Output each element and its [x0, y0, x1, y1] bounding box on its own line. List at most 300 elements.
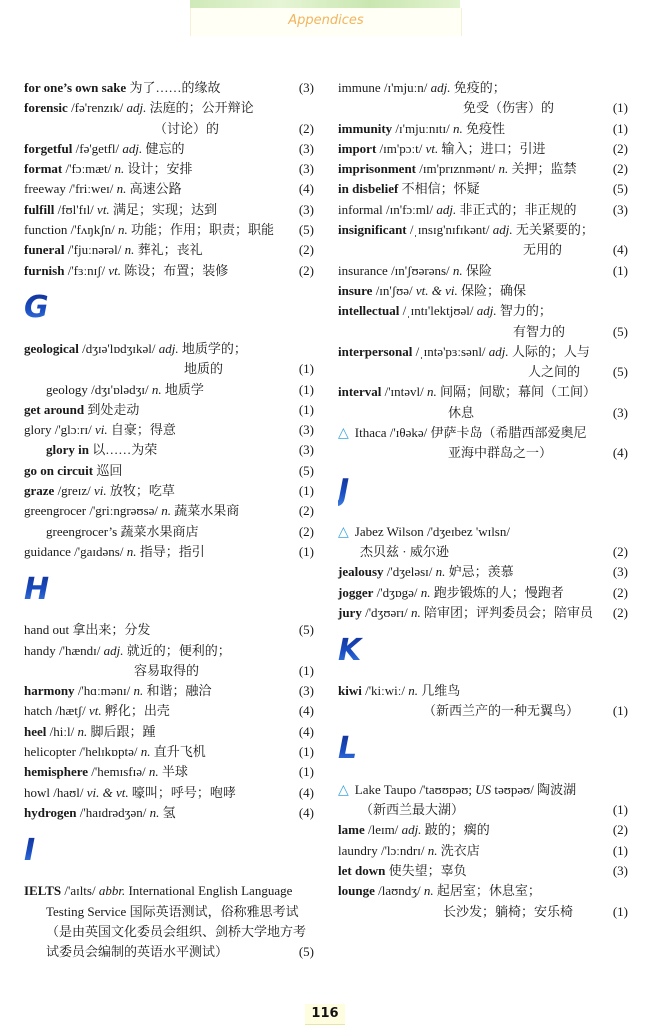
definition-text: 起居室；休息室；: [433, 883, 541, 899]
part-of-speech: adj.: [158, 340, 179, 356]
part-of-speech: n.: [420, 584, 431, 600]
phonetic: /fə'renzɪk/: [67, 100, 127, 116]
headword: Lake Taupo: [354, 781, 417, 797]
header-decoration: [190, 0, 460, 8]
letter-heading-i: I: [24, 829, 314, 871]
part-of-speech: vt.: [108, 262, 122, 278]
unit-number: (2): [612, 822, 628, 838]
dictionary-entry: [338, 583, 628, 603]
dictionary-entry: [24, 681, 314, 701]
dictionary-entry: [24, 339, 314, 359]
page-number: 116: [305, 1004, 345, 1025]
entry-continuation: [24, 922, 314, 942]
unit-number: (4): [298, 703, 314, 719]
dictionary-entry: [24, 641, 314, 661]
headword: jogger: [338, 584, 374, 600]
definition-text: （讨论）的: [154, 120, 220, 136]
unit-number: (1): [612, 100, 628, 116]
unit-number: (1): [298, 483, 314, 499]
definition-text: 蔬菜水果商店: [117, 523, 199, 539]
definition-text: 设计；安排: [124, 161, 193, 177]
dictionary-entry: [24, 139, 314, 159]
definition-text: 长沙发；躺椅；安乐椅: [443, 903, 574, 919]
part-of-speech: n.: [498, 161, 509, 177]
headword: geological: [24, 340, 79, 356]
right-column: [338, 78, 628, 922]
definition-text: 跑步锻炼的人；慢跑者: [430, 584, 564, 600]
unit-number: (2): [298, 120, 314, 136]
dictionary-entry: [24, 159, 314, 179]
unit-number: (3): [298, 201, 314, 217]
definition-text: 功能；作用；职责；职能: [127, 222, 274, 238]
dictionary-entry: [24, 701, 314, 721]
phonetic: /'griːngrəʊsə/: [86, 503, 162, 519]
definition-text: 非正式的；非正规的: [456, 201, 577, 217]
headword: intellectual: [338, 303, 400, 319]
unit-number: (3): [298, 442, 314, 458]
header: [190, 8, 462, 36]
dictionary-entry: [24, 783, 314, 803]
dictionary-entry: [338, 281, 628, 301]
unit-number: (1): [298, 543, 314, 559]
unit-number: (3): [612, 564, 628, 580]
entry-continuation: [338, 701, 628, 721]
headword: greengrocer’s: [46, 523, 118, 539]
definition-text: 无用的: [523, 242, 563, 258]
part-of-speech: n.: [117, 222, 128, 238]
phonetic: /'aɪlts/: [61, 883, 99, 899]
dictionary-entry: [24, 220, 314, 240]
headword: funeral: [24, 242, 65, 258]
phonetic: /'hɑːmənɪ/: [74, 683, 134, 699]
unit-number: (5): [612, 364, 628, 380]
dictionary-entry: [338, 820, 628, 840]
letter-heading-l: L: [338, 728, 628, 770]
entry-group-i2: [338, 78, 628, 464]
definition-text: 输入；进口；引进: [438, 140, 546, 156]
phonetic: /'fɜːnɪʃ/: [64, 262, 109, 278]
dictionary-entry: [24, 179, 314, 199]
letter-heading-j: J: [338, 470, 628, 512]
unit-number: (4): [298, 804, 314, 820]
part-of-speech: adj.: [476, 303, 497, 319]
phonetic: /'kiːwiː/: [361, 683, 409, 699]
definition-text: 和谐；融洽: [143, 683, 212, 699]
definition-text: 直升飞机: [150, 744, 206, 760]
dictionary-entry: [338, 159, 628, 179]
unit-number: (4): [612, 242, 628, 258]
dictionary-entry: [338, 780, 628, 800]
phonetic: /ɪ'mjuːn/: [380, 80, 431, 95]
definition-text: 就近的；便利的；: [123, 642, 231, 658]
definition-text: 地质学的；: [178, 340, 247, 356]
definition-text: 地质的: [184, 361, 224, 377]
part-of-speech: n.: [114, 161, 125, 177]
phonetic: /laʊndʒ/: [374, 883, 424, 899]
unit-number: (2): [612, 543, 628, 559]
part-of-speech: n.: [133, 683, 144, 699]
definition-text: 人际的；人与: [508, 343, 590, 359]
dictionary-entry: [24, 461, 314, 481]
phonetic: /ɪm'prɪznmənt/: [416, 161, 499, 177]
part-of-speech: adj.: [492, 222, 513, 238]
headword: hydrogen: [24, 804, 77, 820]
part-of-speech: n.: [427, 384, 437, 400]
dictionary-entry: [24, 380, 314, 400]
part-of-speech: n.: [116, 181, 127, 197]
unit-number: (5): [612, 323, 628, 339]
headword: handy: [24, 642, 56, 658]
entry-continuation: [24, 902, 314, 922]
definition-text: 放牧；吃草: [106, 483, 175, 499]
entry-continuation: [338, 542, 628, 562]
phonetic: /ˌɪntɪ'lektjʊəl/: [399, 303, 477, 319]
headword: harmony: [24, 683, 75, 699]
definition-text: 氢: [159, 804, 176, 820]
section-title: Appendices: [288, 13, 364, 28]
part-of-speech: vt.: [97, 201, 110, 217]
unit-number: (1): [298, 744, 314, 760]
phonetic: /'helɪkɒptə/: [75, 744, 141, 760]
headword: guidance: [24, 543, 71, 559]
phonetic: /'dʒeɪbez 'wɪlsn/: [423, 523, 510, 539]
part-of-speech: vi. & vt.: [86, 784, 129, 800]
entry-continuation: [338, 322, 628, 342]
unit-number: (2): [298, 503, 314, 519]
definition-text: 无关紧要的；: [512, 222, 594, 238]
unit-number: (2): [298, 523, 314, 539]
phonetic: /hætʃ/: [52, 703, 89, 719]
phonetic: /ɪm'pɔːt/: [376, 140, 426, 156]
phonetic: /'friːweɪ/: [65, 181, 117, 197]
definition-text: 陪审团；评判委员会；陪审员: [420, 604, 594, 620]
headword: greengrocer: [24, 503, 87, 519]
headword: function: [24, 222, 68, 238]
headword: lounge: [338, 883, 375, 899]
headword: glory in: [46, 442, 89, 458]
dictionary-entry: [24, 501, 314, 521]
unit-number: (2): [612, 161, 628, 177]
triangle-marker-icon: △: [338, 524, 349, 540]
dictionary-entry: [24, 420, 314, 440]
entry-continuation: [338, 362, 628, 382]
headword: insurance: [338, 262, 388, 278]
definition-text: International English Language: [125, 883, 293, 899]
dictionary-entry: [338, 179, 628, 199]
dictionary-entry: [338, 382, 628, 402]
definition-text: 亚海中群岛之一）: [448, 445, 553, 461]
phonetic: /ˌɪntə'pɜːsənl/: [412, 343, 489, 359]
definition-text: 保险；确保: [457, 282, 527, 298]
phonetic: /'haɪdrədʒən/: [76, 804, 150, 820]
headword: import: [338, 140, 377, 156]
headword: forgetful: [24, 140, 73, 156]
letter-heading-g: G: [24, 287, 314, 329]
entry-group-i: [24, 881, 314, 962]
unit-number: (1): [298, 764, 314, 780]
definition-text: 洗衣店: [437, 842, 480, 858]
phonetic: /greɪz/: [54, 483, 95, 499]
definition-text: 有智力的: [513, 323, 566, 339]
dictionary-entry: [338, 861, 628, 881]
headword: glory: [24, 422, 52, 438]
dictionary-entry: [24, 98, 314, 118]
part-of-speech: adj.: [126, 100, 147, 116]
unit-number: (5): [298, 622, 314, 638]
unit-number: (3): [298, 683, 314, 699]
definition-text: 伊萨卡岛（希腊西部爱奥尼: [430, 425, 587, 441]
dictionary-entry: [24, 78, 314, 98]
entry-continuation: [338, 403, 628, 423]
part-of-speech: n.: [161, 503, 172, 519]
unit-number: (1): [298, 381, 314, 397]
part-of-speech: vt.: [89, 703, 102, 719]
phonetic: /dʒɪ'ɒlədʒɪ/: [87, 381, 152, 397]
headword: hatch: [24, 703, 53, 719]
dictionary-entry: [338, 562, 628, 582]
phonetic: /'ɪntəvl/: [381, 384, 427, 400]
unit-number: (2): [298, 242, 314, 258]
definition-text: 脚后跟；踵: [87, 723, 156, 739]
unit-number: (4): [298, 784, 314, 800]
definition-text: 休息: [448, 404, 475, 420]
part-of-speech: adj.: [401, 822, 422, 838]
dictionary-entry: [24, 762, 314, 782]
phonetic: /'dʒɒgə/: [373, 584, 421, 600]
entry-continuation: [24, 661, 314, 681]
unit-number: (1): [612, 703, 628, 719]
part-of-speech: n.: [151, 381, 162, 397]
phonetic: /'taʊʊpəʊ;: [416, 781, 476, 797]
part-of-speech: n.: [149, 804, 160, 820]
definition-text: 关押；监禁: [508, 161, 577, 177]
part-of-speech: abbr.: [98, 883, 126, 899]
headword: immune: [338, 80, 381, 95]
definition-text: 到处走动: [84, 401, 140, 417]
definition-text: 免疫的；: [450, 80, 506, 95]
unit-number: (4): [298, 181, 314, 197]
unit-number: (1): [298, 361, 314, 377]
dictionary-entry: [24, 481, 314, 501]
headword: freeway: [24, 181, 66, 197]
headword: informal: [338, 201, 383, 217]
unit-number: (4): [612, 445, 628, 461]
headword: howl: [24, 784, 50, 800]
definition-text: 巡回: [93, 462, 123, 478]
definition-text: （新西兰产的一种无翼鸟）: [423, 703, 580, 719]
phonetic: /'hemɪsfɪə/: [88, 764, 149, 780]
definition-text: 人之间的: [528, 364, 581, 380]
unit-number: (2): [612, 140, 628, 156]
dictionary-entry: [24, 522, 314, 542]
headword: interval: [338, 384, 382, 400]
headword: hemisphere: [24, 764, 89, 780]
dictionary-entry: [24, 200, 314, 220]
dictionary-entry: [24, 440, 314, 460]
part-of-speech: n.: [427, 842, 438, 858]
definition-text: 自豪；得意: [107, 422, 176, 438]
part-of-speech: n.: [423, 883, 434, 899]
definition-text: 不相信；怀疑: [398, 181, 480, 197]
headword: imprisonment: [338, 161, 416, 177]
dictionary-entry: [24, 240, 314, 260]
headword: get around: [24, 401, 85, 417]
definition-text: 法庭的；公开辩论: [146, 100, 254, 116]
definition-text: 陈设；布置；装修: [121, 262, 229, 278]
headword: go on circuit: [24, 462, 94, 478]
part-of-speech: adj.: [488, 343, 509, 359]
definition-text: 孵化；出壳: [101, 703, 170, 719]
headword: graze: [24, 483, 55, 499]
phonetic: /fʊl'fɪl/: [54, 201, 98, 217]
unit-number: (1): [612, 802, 628, 818]
dictionary-entry: [24, 542, 314, 562]
entry-continuation: [338, 800, 628, 820]
unit-number: (1): [298, 662, 314, 678]
definition-text: 为了……的缘故: [126, 80, 221, 95]
dictionary-entry: [338, 78, 628, 98]
part-of-speech: vt. & vi.: [415, 282, 458, 298]
definition-text: 间隔；间歇；幕间（工间）: [436, 384, 597, 400]
entry-group-k: [338, 681, 628, 722]
unit-number: (3): [612, 862, 628, 878]
headword: jealousy: [338, 564, 384, 580]
headword: immunity: [338, 120, 393, 136]
headword: lame: [338, 822, 365, 838]
entry-group-f: [24, 78, 314, 281]
phonetic: /dʒɪə'lɒdʒɪkəl/: [78, 340, 159, 356]
unit-number: (3): [612, 201, 628, 217]
definition-text: 高速公路: [126, 181, 182, 197]
unit-number: (2): [612, 584, 628, 600]
definition-text: 免疫性: [462, 120, 506, 136]
dictionary-entry: [338, 881, 628, 901]
definition-text: 满足；实现；达到: [109, 201, 217, 217]
unit-number: (3): [298, 161, 314, 177]
entry-group-h: [24, 620, 314, 823]
triangle-marker-icon: △: [338, 426, 349, 442]
definition-text: 试委员会编制的英语水平测试）: [46, 944, 229, 960]
unit-number: (5): [298, 462, 314, 478]
dictionary-entry: [338, 200, 628, 220]
dictionary-entry: [338, 841, 628, 861]
definition-text: （是由英国文化委员会组织、剑桥大学地方考: [46, 923, 307, 939]
phonetic: /fə'getfl/: [72, 140, 123, 156]
letter-heading-h: H: [24, 568, 314, 610]
phonetic: /'hændɪ/: [55, 642, 104, 658]
dictionary-entry: [24, 742, 314, 762]
headword: laundry: [338, 842, 378, 858]
phonetic: /'ɪθəkə/: [386, 425, 431, 441]
headword: furnish: [24, 262, 65, 278]
headword: in disbelief: [338, 181, 399, 197]
headword: for one’s own sake: [24, 80, 127, 95]
headword: geology: [46, 381, 88, 397]
dictionary-entry: [338, 139, 628, 159]
definition-text: 保险: [462, 262, 492, 278]
unit-number: (1): [298, 401, 314, 417]
entry-continuation: [338, 98, 628, 118]
headword: jury: [338, 604, 362, 620]
phonetic: /ɪ'mjuːnɪtɪ/: [392, 120, 454, 136]
definition-text: 拿出来；分发: [69, 622, 151, 638]
unit-number: (2): [612, 604, 628, 620]
unit-number: (4): [298, 723, 314, 739]
definition-text: Testing Service 国际英语测试，俗称雅思考试: [46, 903, 299, 919]
definition-text: 嚎叫；呼号；咆哮: [128, 784, 236, 800]
dictionary-entry: [338, 681, 628, 701]
dictionary-entry: [338, 423, 628, 443]
unit-number: (3): [612, 404, 628, 420]
unit-number: (1): [612, 903, 628, 919]
part-of-speech: n.: [126, 543, 137, 559]
part-of-speech: n.: [453, 120, 463, 136]
headword: fulfill: [24, 201, 55, 217]
phonetic: /'dʒʊərɪ/: [361, 604, 412, 620]
unit-number: (3): [298, 422, 314, 438]
definition-text: 指导；指引: [136, 543, 205, 559]
left-column: [24, 78, 314, 962]
definition-text: 杰贝兹 · 威尔逊: [360, 543, 449, 559]
phonetic: /hiːl/: [46, 723, 78, 739]
phonetic: /'lɔːndrɪ/: [377, 842, 428, 858]
headword: hand out: [24, 622, 70, 638]
unit-number: (3): [298, 80, 314, 95]
entry-group-g: [24, 339, 314, 562]
phonetic: /'fɔːmæt/: [62, 161, 115, 177]
dictionary-entry: [338, 261, 628, 281]
entry-continuation: [24, 119, 314, 139]
headword: Jabez Wilson: [354, 523, 424, 539]
dictionary-entry: [24, 261, 314, 281]
headword: Ithaca: [354, 425, 387, 441]
part-of-speech: adj.: [122, 140, 143, 156]
entry-continuation: [338, 240, 628, 260]
dictionary-entry: [338, 119, 628, 139]
definition-text: （新西兰最大湖）: [360, 802, 465, 818]
unit-number: (1): [612, 262, 628, 278]
part-of-speech: vi.: [94, 422, 108, 438]
headword: let down: [338, 862, 386, 878]
part-of-speech: adj.: [103, 642, 124, 658]
headword: kiwi: [338, 683, 362, 699]
entry-continuation: [338, 443, 628, 463]
entry-group-j: [338, 522, 628, 623]
entry-continuation: [24, 942, 314, 962]
definition-text: təʊpəʊ/ 陶波湖: [491, 781, 577, 797]
headword: format: [24, 161, 63, 177]
part-of-speech: adj.: [436, 201, 457, 217]
phonetic: /'fjuːnərəl/: [64, 242, 125, 258]
definition-text: 免受（伤害）的: [463, 100, 555, 116]
part-of-speech: n.: [77, 723, 88, 739]
headword: insignificant: [338, 222, 407, 238]
part-of-speech: n.: [148, 764, 159, 780]
dictionary-entry: [338, 603, 628, 623]
headword: forensic: [24, 100, 68, 116]
entry-continuation: [338, 902, 628, 922]
definition-text: 使失望；辜负: [385, 862, 467, 878]
definition-text: 地质学: [161, 381, 204, 397]
triangle-marker-icon: △: [338, 782, 349, 798]
definition-text: 半球: [158, 764, 188, 780]
definition-text: 跛的；瘸的: [421, 822, 490, 838]
phonetic: /'gaɪdəns/: [70, 543, 127, 559]
headword: interpersonal: [338, 343, 413, 359]
phonetic: /ɪn'fɔːml/: [382, 201, 437, 217]
dictionary-entry: [24, 722, 314, 742]
definition-text: 葬礼；丧礼: [134, 242, 203, 258]
